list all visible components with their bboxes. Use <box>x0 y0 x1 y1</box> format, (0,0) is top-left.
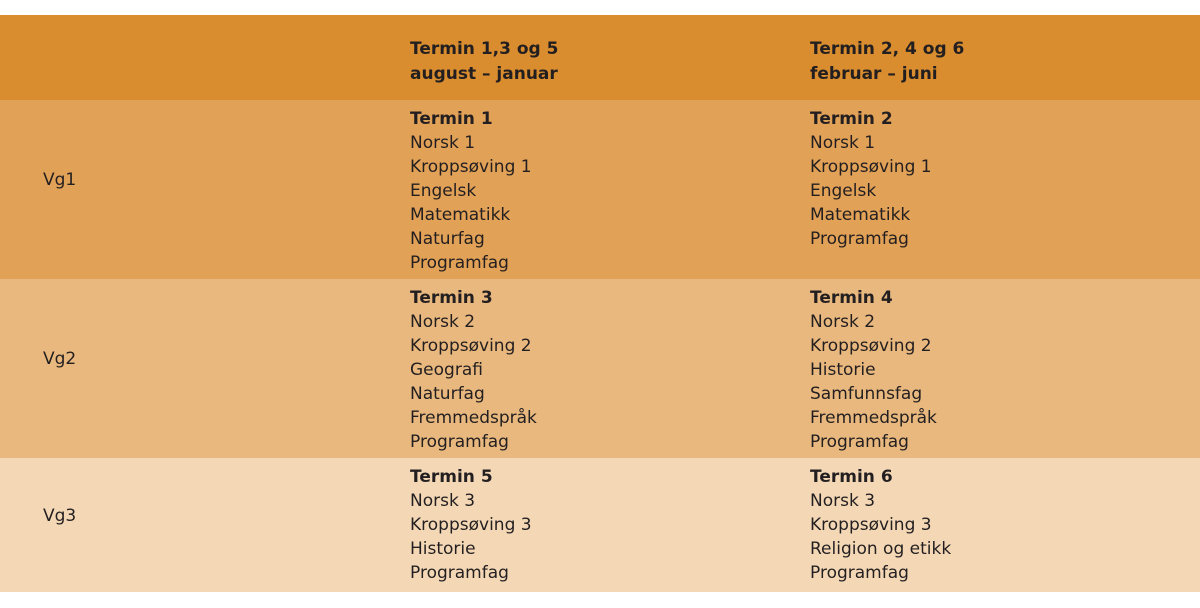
subject: Kroppsøving 3 <box>410 515 532 535</box>
header-col2-line1: Termin 2, 4 og 6 <box>810 39 965 59</box>
subject: Kroppsøving 1 <box>810 157 932 177</box>
term-title: Termin 4 <box>810 288 893 308</box>
header-col2-line2: februar – juni <box>810 64 938 84</box>
subject: Programfag <box>410 432 509 452</box>
row-vg3 <box>0 458 1200 592</box>
subject: Samfunnsfag <box>810 384 923 404</box>
subject: Norsk 1 <box>410 133 476 153</box>
subject: Naturfag <box>410 229 485 249</box>
subject: Historie <box>810 360 876 380</box>
term-title: Termin 6 <box>810 467 893 487</box>
term-title: Termin 3 <box>410 288 493 308</box>
subject: Norsk 3 <box>810 491 876 511</box>
row-vg2 <box>0 279 1200 458</box>
subject: Engelsk <box>810 181 877 201</box>
subject: Historie <box>410 539 476 559</box>
subject: Programfag <box>410 563 509 583</box>
subject: Kroppsøving 1 <box>410 157 532 177</box>
subject: Naturfag <box>410 384 485 404</box>
header-col1 <box>410 37 558 87</box>
vg3-col2-cell <box>810 465 951 585</box>
subject: Norsk 2 <box>410 312 476 332</box>
row-label-vg1: Vg1 <box>43 170 77 190</box>
subject: Programfag <box>810 229 909 249</box>
header-col1-line1: Termin 1,3 og 5 <box>410 39 559 59</box>
schedule-table <box>0 15 1200 592</box>
vg1-col1-cell <box>410 107 532 275</box>
subject: Kroppsøving 2 <box>410 336 532 356</box>
term-title: Termin 1 <box>410 109 493 129</box>
vg2-col1-cell <box>410 286 537 454</box>
vg1-col2-cell <box>810 107 932 251</box>
subject: Norsk 3 <box>410 491 476 511</box>
vg2-col2-cell <box>810 286 937 454</box>
subject: Kroppsøving 2 <box>810 336 932 356</box>
header-col2 <box>810 37 964 87</box>
subject: Norsk 2 <box>810 312 876 332</box>
vg3-col1-cell <box>410 465 532 585</box>
term-title: Termin 5 <box>410 467 493 487</box>
subject: Geografi <box>410 360 483 380</box>
row-label-vg3: Vg3 <box>43 506 77 526</box>
subject: Engelsk <box>410 181 477 201</box>
subject: Matematikk <box>810 205 911 225</box>
subject: Programfag <box>810 563 909 583</box>
header-col1-line2: august – januar <box>410 64 558 84</box>
header-row <box>0 15 1200 100</box>
subject: Matematikk <box>410 205 511 225</box>
subject: Programfag <box>410 253 509 273</box>
subject: Norsk 1 <box>810 133 876 153</box>
subject: Religion og etikk <box>810 539 952 559</box>
row-label-vg2: Vg2 <box>43 349 77 369</box>
subject: Fremmedspråk <box>410 408 537 428</box>
subject: Kroppsøving 3 <box>810 515 932 535</box>
subject: Programfag <box>810 432 909 452</box>
row-vg1 <box>0 100 1200 279</box>
subject: Fremmedspråk <box>810 408 937 428</box>
term-title: Termin 2 <box>810 109 893 129</box>
